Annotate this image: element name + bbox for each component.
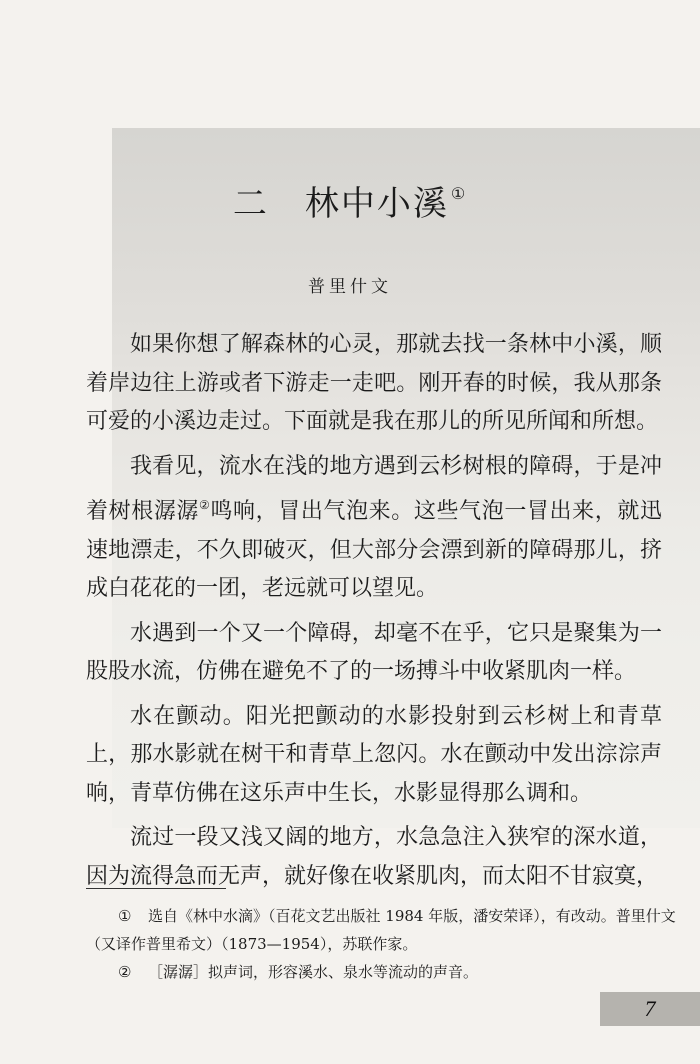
footnote-text: 选自《林中水滴》（百花文艺出版社 1984 年版，潘安荣译），有改动。普里什文（又译作普里希文）（1873—1954），苏联作家。	[86, 907, 676, 953]
footnote-marker: ①	[118, 907, 132, 925]
author-name: 普里什文	[308, 277, 392, 297]
paragraph: 水在颤动。阳光把颤动的水影投射到云杉树上和青草上，那水影就在树干和青草上忽闪。水在颤动中发出淙淙声响，青草仿佛在这乐声中生长，水影显得那么调和。	[86, 703, 662, 806]
paragraph: 如果你想了解森林的心灵，那就去找一条林中小溪，顺着岸边往上游或者下游走一走吧。刚开春的时候，我从那条可爱的小溪边走过。下面就是我在那儿的所见所闻和所想。	[86, 332, 662, 434]
footnote-text: ［潺潺］拟声词，形容溪水、泉水等流动的声音。	[148, 963, 479, 981]
footnote-divider	[86, 888, 226, 889]
footnote-marker: ②	[118, 963, 132, 981]
chapter-title	[0, 176, 700, 225]
chapter-title-text: 林中小溪	[304, 184, 449, 224]
footnote-marker: ②	[199, 498, 211, 512]
chapter-number: 二	[232, 184, 269, 224]
title-footnote-marker: ①	[450, 184, 468, 203]
footnotes	[86, 902, 676, 986]
footnote-1	[86, 902, 676, 958]
page-number: 7	[600, 992, 700, 1026]
paragraph: 水遇到一个又一个障碍，却毫不在乎，它只是聚集为一股股水流，仿佛在避免不了的一场搏斗中收紧肌肉一样。	[86, 620, 662, 684]
footnote-2	[86, 958, 676, 986]
paragraph: 流过一段又浅又阔的地方，水急急注入狭窄的深水道，因为流得急而无声，就好像在收紧肌肉，而太阳不甘寂寞，	[86, 825, 662, 889]
body-text	[86, 326, 662, 902]
paragraph: 我看见，流水在浅的地方遇到云杉树根的障碍，于是冲着树根潺潺②鸣响，冒出气泡来。这些气泡一冒出来，就迅速地漂走，不久即破灭，但大部分会漂到新的障碍那儿，挤成白花花的一团，老远就可以望见。	[86, 453, 662, 601]
